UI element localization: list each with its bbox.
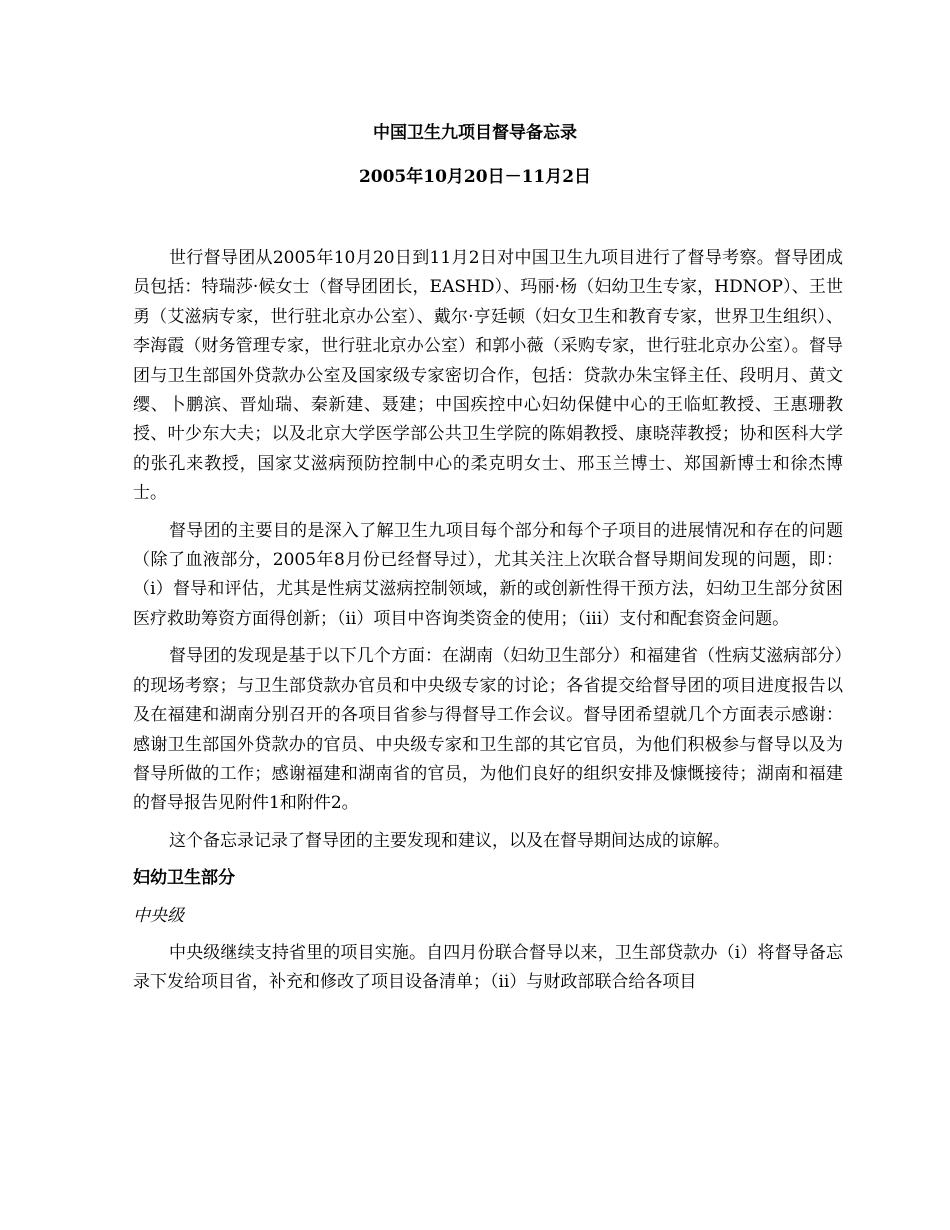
document-date-range: 2005年10月20日－11月2日 [358,167,592,187]
subsection-heading-central: 中央级 [133,905,184,926]
document-title: 中国卫生九项目督导备忘录 [373,123,577,143]
paragraph-memo-scope: 这个备忘录记录了督导团的主要发现和建议，以及在督导期间达成的谅解。 [169,830,730,851]
paragraph-central-level: 中央级继续支持省里的项目实施。自四月份联合督导以来，卫生部贷款办（i）将督导备忘录下发给项目省，补充和修改了项目设备清单；（ii）与财政部联合给各项目 [133,942,843,993]
paragraph-mission-findings: 督导团的发现是基于以下几个方面：在湖南（妇幼卫生部分）和福建省（性病艾滋病部分）的现场考察；与卫生部贷款办官员和中央级专家的讨论；各省提交给督导团的项目进度报告以及在福建和湖南分别召开的各项目省参与得督导工作会议。督导团希望就几个方面表示感谢：感谢卫生部国外贷款办的官员、中央级专家和卫生部的其它官员，为他们积极参与督导以及为督导所做的工作；感谢福建和湖南省的官员，为他们良好的组织安排及慷慨接待；湖南和福建的督导报告见附件1和附件2。 [133,646,843,814]
paragraph-mission-objectives: 督导团的主要目的是深入了解卫生九项目每个部分和每个子项目的进展情况和存在的问题（除了血液部分，2005年8月份已经督导过），尤其关注上次联合督导期间发现的问题，即：（i）督导和评估，尤其是性病艾滋病控制领域，新的或创新性得干预方法，妇幼卫生部分贫困医疗救助筹资方面得创新；（ii）项目中咨询类资金的使用；（iii）支付和配套资金问题。 [133,520,843,629]
paragraph-mission-members: 世行督导团从2005年10月20日到11月2日对中国卫生九项目进行了督导考察。督导团成员包括：特瑞莎·候女士（督导团团长，EASHD）、玛丽·杨（妇幼卫生专家，HDNOP）、王世勇（艾滋病专家，世行驻北京办公室）、戴尔·亨廷顿（妇女卫生和教育专家，世界卫生组织）、李海霞（财务管理专家，世行驻北京办公室）和郭小薇（采购专家，世行驻北京办公室）。督导团与卫生部国外贷款办公室及国家级专家密切合作，包括：贷款办朱宝铎主任、段明月、黄文缨、卜鹏滨、晋灿瑞、秦新建、聂建；中国疾控中心妇幼保健中心的王临虹教授、王惠珊教授、叶少东大夫；以及北京大学医学部公共卫生学院的陈娟教授、康晓萍教授；协和医科大学的张孔来教授，国家艾滋病预防控制中心的柔克明女士、邢玉兰博士、郑国新博士和徐杰博士。 [133,248,843,504]
document-body [133,244,843,1006]
section-heading-mch: 妇幼卫生部分 [133,868,235,889]
